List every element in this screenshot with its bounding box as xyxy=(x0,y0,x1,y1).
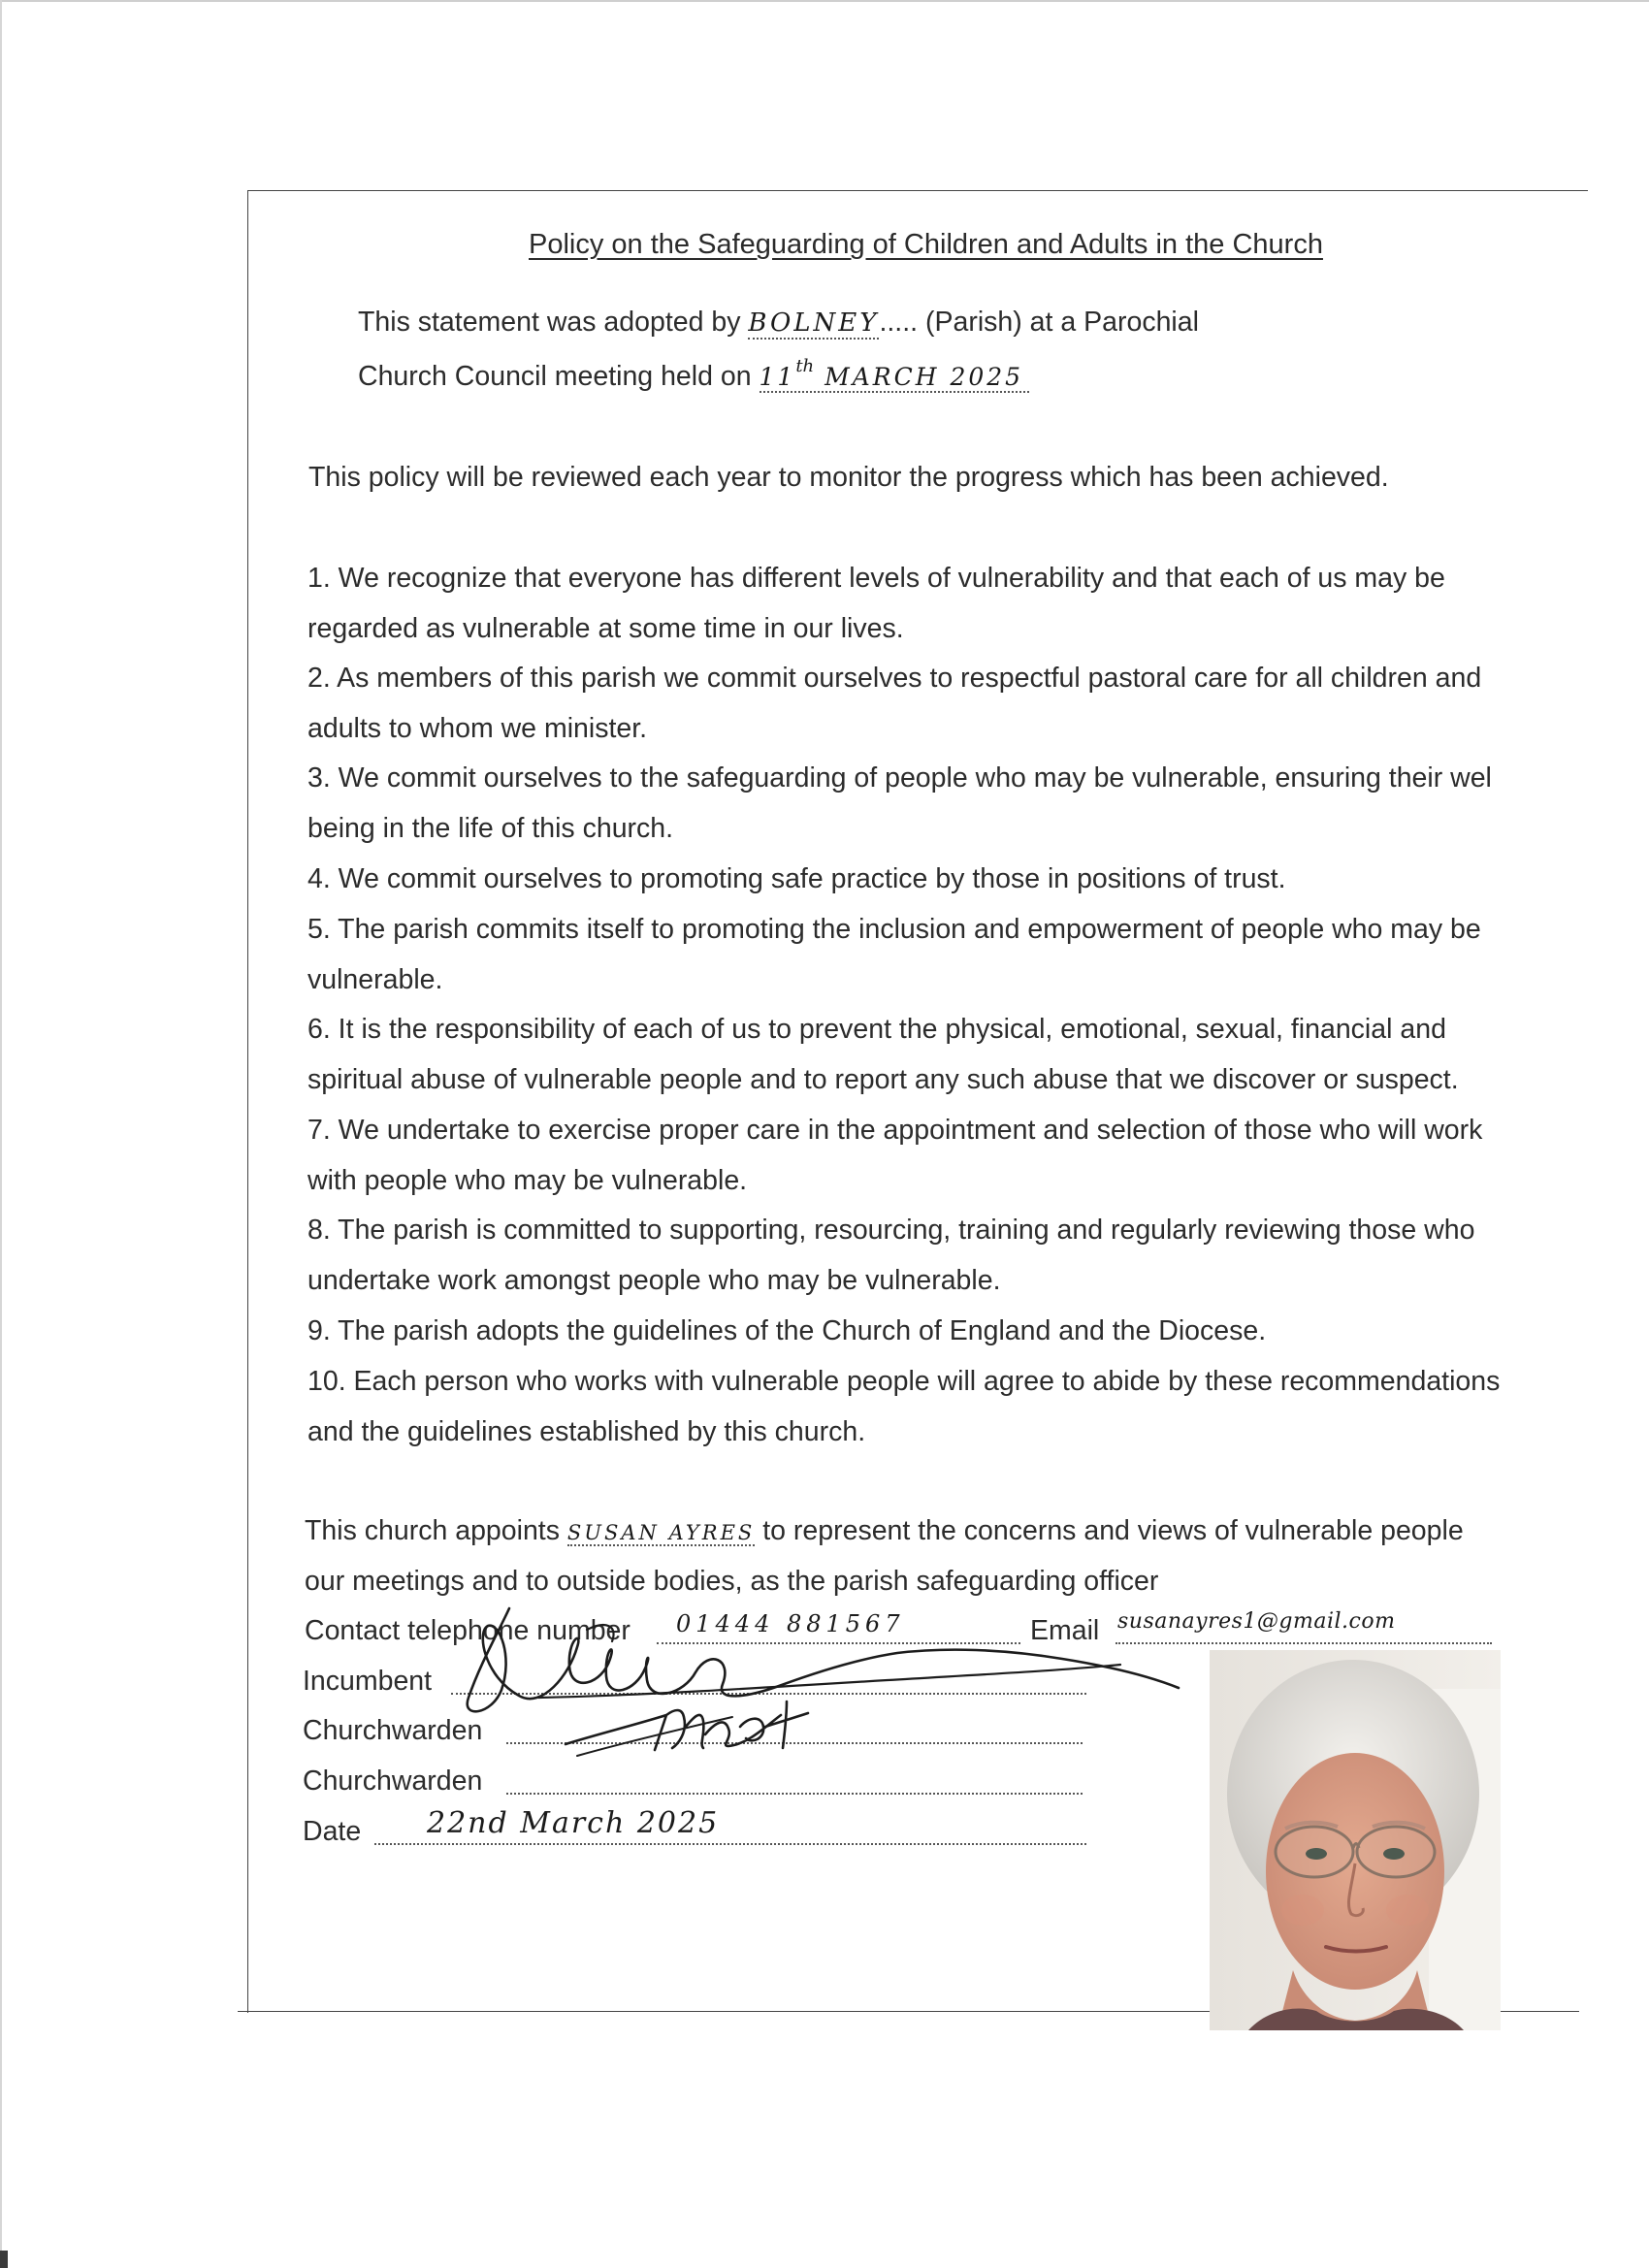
date-label: Date xyxy=(303,1816,362,1847)
policy-line: 8. The parish is committed to supporting, resourcing, training and regularly reviewing those who xyxy=(307,1215,1475,1246)
policy-line: 10. Each person who works with vulnerable people will agree to abide by these recommendations xyxy=(307,1366,1501,1397)
officer-photo xyxy=(1210,1650,1501,2030)
officer-photo-image xyxy=(1210,1650,1501,2030)
incumbent-label: Incumbent xyxy=(303,1666,433,1697)
scan-edge xyxy=(0,0,1649,2)
meeting-month-year: MARCH 2025 xyxy=(824,363,1024,391)
policy-line: vulnerable. xyxy=(307,964,443,995)
page-frame-bottom-right xyxy=(1499,2011,1579,2012)
adoption-prefix: This statement was adopted by xyxy=(358,307,741,338)
meeting-prefix: Church Council meeting held on xyxy=(358,361,752,392)
policy-line: 4. We commit ourselves to promoting safe practice by those in positions of trust. xyxy=(307,863,1286,894)
incumbent-dotted-line xyxy=(451,1693,1086,1695)
churchwarden-label-2: Churchwarden xyxy=(303,1766,483,1797)
churchwarden-1-dotted-line xyxy=(506,1742,1083,1744)
policy-line: 9. The parish adopts the guidelines of the Church of England and the Diocese. xyxy=(307,1315,1267,1346)
churchwarden-signature xyxy=(558,1688,839,1766)
email-value: susanayres1@gmail.com xyxy=(1117,1609,1396,1634)
meeting-day: 11 xyxy=(759,363,796,391)
policy-line: regarded as vulnerable at some time in our lives. xyxy=(307,613,904,644)
appointment-line-1 xyxy=(305,1515,1464,1547)
phone-label: Contact telephone number xyxy=(305,1615,630,1646)
policy-line: 6. It is the responsibility of each of us to prevent the physical, emotional, sexual, financial and xyxy=(307,1014,1446,1045)
date-dotted-line xyxy=(374,1843,1086,1845)
adoption-line-2 xyxy=(358,356,1029,393)
adoption-line-1 xyxy=(358,307,1199,340)
policy-line: with people who may be vulnerable. xyxy=(307,1165,748,1196)
policy-line: undertake work amongst people who may be vulnerable. xyxy=(307,1265,1001,1296)
policy-line: and the guidelines established by this church. xyxy=(307,1416,866,1447)
page-frame-top xyxy=(247,190,1588,191)
churchwarden-2-dotted-line xyxy=(506,1793,1083,1795)
policy-line: 1. We recognize that everyone has different levels of vulnerability and that each of us may be xyxy=(307,563,1445,594)
policy-line: 2. As members of this parish we commit ourselves to respectful pastoral care for all children and xyxy=(307,663,1482,694)
policy-line: 7. We undertake to exercise proper care in the appointment and selection of those who will work xyxy=(307,1115,1483,1146)
page-frame-bottom xyxy=(238,2011,1212,2012)
policy-line: spiritual abuse of vulnerable people and to report any such abuse that we discover or suspect. xyxy=(307,1064,1459,1095)
scan-corner-mark xyxy=(0,2251,8,2268)
date-value: 22nd March 2025 xyxy=(427,1806,720,1840)
page-frame-left xyxy=(247,190,248,2013)
appointment-prefix: This church appoints xyxy=(305,1515,560,1546)
parish-name-field: BOLNEY xyxy=(748,308,880,338)
email-dotted-line xyxy=(1116,1642,1492,1644)
email-label: Email xyxy=(1030,1615,1100,1646)
document-title: Policy on the Safeguarding of Children and Adults in the Church xyxy=(529,229,1323,260)
review-statement: This policy will be reviewed each year to monitor the progress which has been achieved. xyxy=(308,462,1389,493)
appointment-line-2: our meetings and to outside bodies, as the parish safeguarding officer xyxy=(305,1566,1159,1597)
policy-line: being in the life of this church. xyxy=(307,813,674,844)
officer-name-field: SUSAN AYRES xyxy=(566,1521,756,1544)
scan-edge-left xyxy=(0,0,2,2268)
phone-dotted-line xyxy=(657,1642,1020,1644)
adoption-suffix: ..... (Parish) at a Parochial xyxy=(879,307,1199,338)
policy-line: adults to whom we minister. xyxy=(307,713,648,744)
phone-value: 01444 881567 xyxy=(676,1610,905,1637)
meeting-day-suffix: th xyxy=(795,356,815,376)
appointment-suffix: to represent the concerns and views of vulnerable people xyxy=(762,1515,1464,1546)
meeting-date-field xyxy=(760,356,1030,393)
policy-line: 5. The parish commits itself to promoting the inclusion and empowerment of people who may be xyxy=(307,914,1481,945)
churchwarden-label-1: Churchwarden xyxy=(303,1715,483,1746)
policy-line: 3. We commit ourselves to the safeguarding of people who may be vulnerable, ensuring their wel xyxy=(307,762,1492,794)
